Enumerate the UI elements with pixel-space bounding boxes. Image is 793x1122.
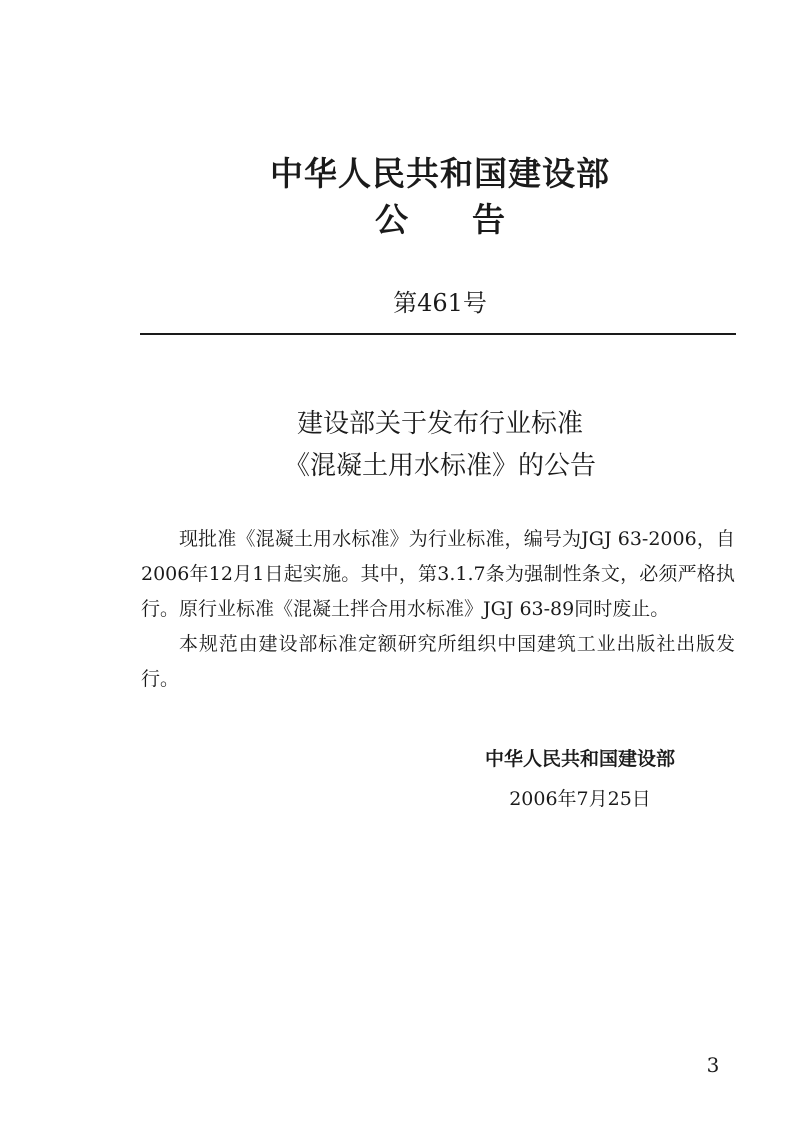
page-number: 3 <box>706 1053 720 1077</box>
header-divider <box>140 333 736 335</box>
issue-date: 2006年7月25日 <box>509 788 651 810</box>
announcement-body <box>141 522 735 697</box>
document-number: 第461号 <box>393 289 487 317</box>
issuer-signature: 中华人民共和国建设部 <box>484 748 675 770</box>
announcement-heading-line2: 《混凝土用水标准》的公告 <box>283 451 596 481</box>
body-paragraph-1: 现批准《混凝土用水标准》为行业标准，编号为JGJ 63-2006，自2006年12月1日起实施。其中，第3.1.7条为强制性条文，必须严格执行。原行业标准《混凝土拌合用水标准》JGJ 63-89同时废止。 <box>141 528 735 620</box>
ministry-title: 中华人民共和国建设部 <box>270 154 610 193</box>
document-type: 公告 <box>375 200 569 239</box>
body-paragraph-2: 本规范由建设部标准定额研究所组织中国建筑工业出版社出版发行。 <box>141 633 735 690</box>
announcement-heading-line1: 建设部关于发布行业标准 <box>296 409 583 439</box>
